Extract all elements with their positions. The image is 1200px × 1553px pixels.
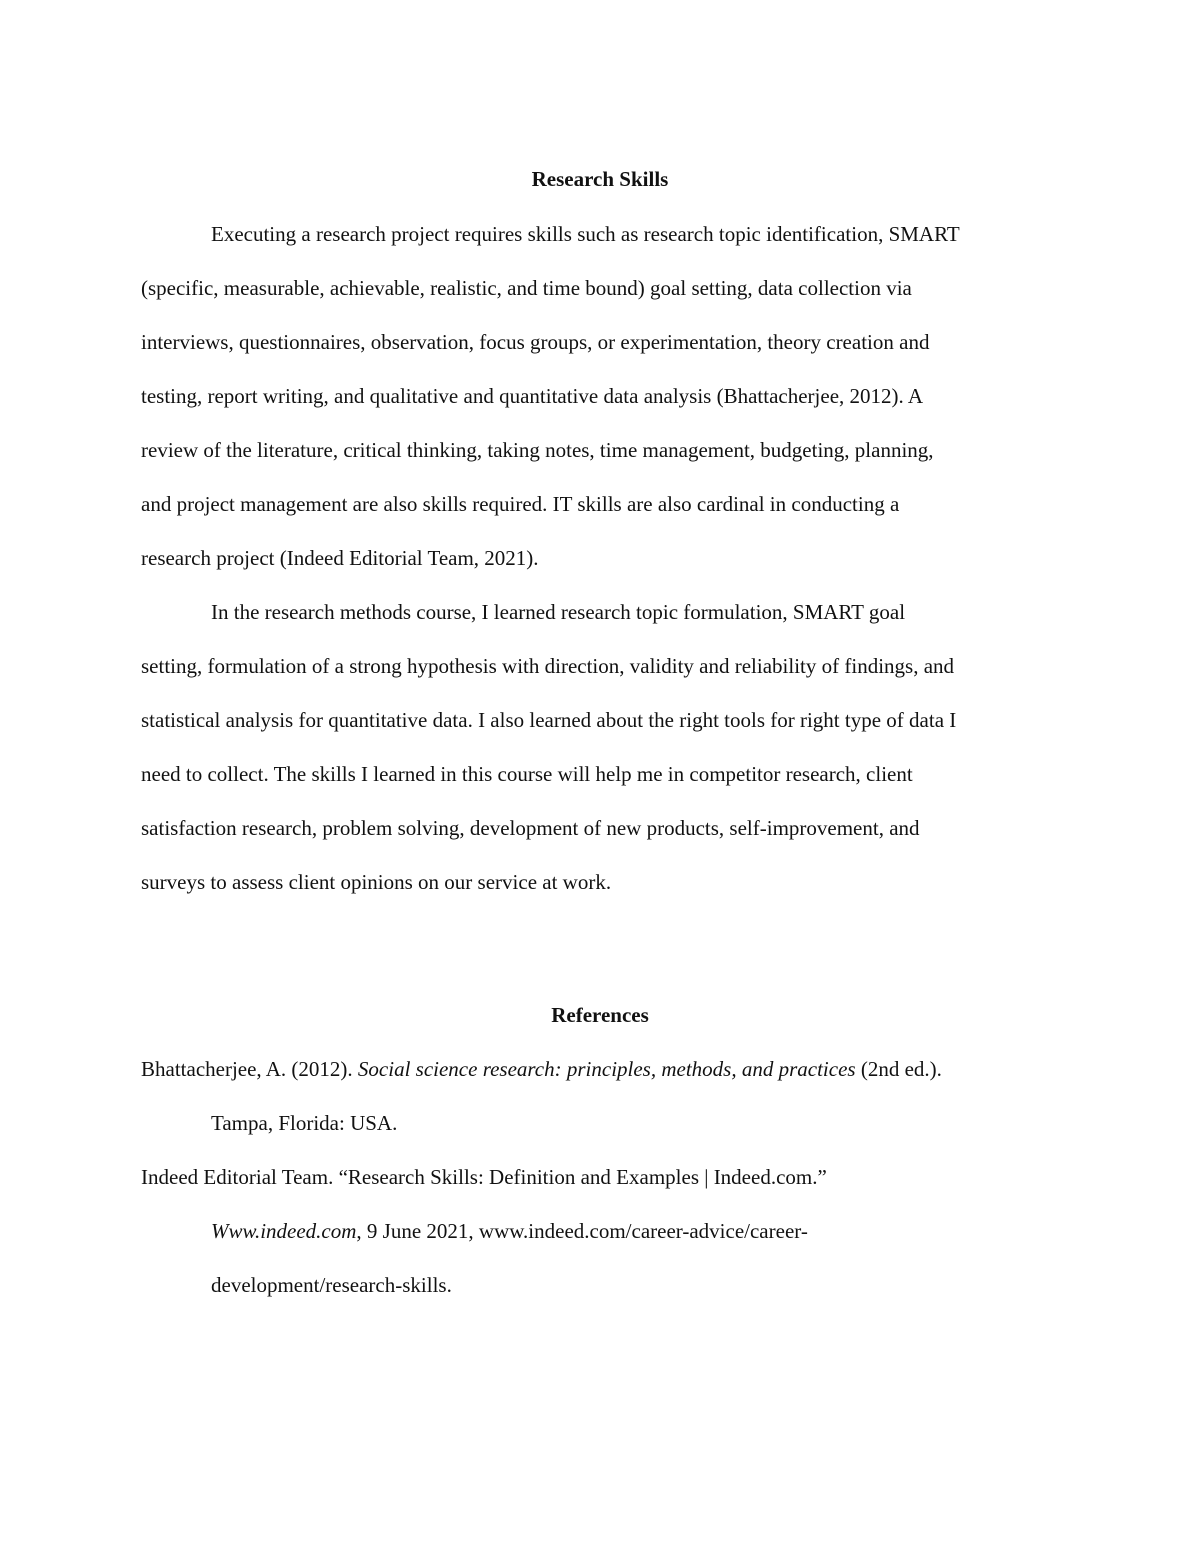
reference-text: , 9 June 2021, www.indeed.com/career-advice/career- <box>356 1219 808 1243</box>
reference-entry: Indeed Editorial Team. “Research Skills: Definition and Examples | Indeed.com.” <box>141 1165 827 1189</box>
body-line: review of the literature, critical thinking, taking notes, time management, budgeting, planning, <box>141 438 934 462</box>
reference-entry <box>141 1055 942 1083</box>
reference-continuation: development/research-skills. <box>211 1273 452 1297</box>
reference-text: Bhattacherjee, A. (2012). <box>141 1057 358 1081</box>
body-line: In the research methods course, I learned research topic formulation, SMART goal <box>211 600 906 624</box>
body-line: satisfaction research, problem solving, development of new products, self-improvement, and <box>141 816 920 840</box>
body-line: setting, formulation of a strong hypothesis with direction, validity and reliability of findings, and <box>141 654 955 678</box>
references-heading: References <box>551 1003 649 1027</box>
reference-text: (2nd ed.). <box>855 1057 942 1081</box>
body-line: research project (Indeed Editorial Team, 2021). <box>141 546 539 570</box>
body-line: and project management are also skills required. IT skills are also cardinal in conducting a <box>141 492 900 516</box>
reference-book-title: Social science research: principles, methods, and practices <box>357 1057 856 1081</box>
body-line: testing, report writing, and qualitative and quantitative data analysis (Bhattacherjee, 2012). A <box>141 384 924 408</box>
page-title: Research Skills <box>531 167 669 191</box>
body-line: Executing a research project requires skills such as research topic identification, SMART <box>211 222 960 246</box>
body-line: need to collect. The skills I learned in this course will help me in competitor research, client <box>141 762 913 786</box>
reference-continuation: Tampa, Florida: USA. <box>211 1111 398 1135</box>
body-line: statistical analysis for quantitative data. I also learned about the right tools for right type of data I <box>141 708 957 732</box>
body-line: interviews, questionnaires, observation, focus groups, or experimentation, theory creation and <box>141 330 930 354</box>
body-line: (specific, measurable, achievable, realistic, and time bound) goal setting, data collection via <box>141 276 912 300</box>
body-line: surveys to assess client opinions on our service at work. <box>141 870 612 894</box>
reference-continuation <box>211 1217 808 1245</box>
reference-site-name: Www.indeed.com <box>211 1219 357 1243</box>
